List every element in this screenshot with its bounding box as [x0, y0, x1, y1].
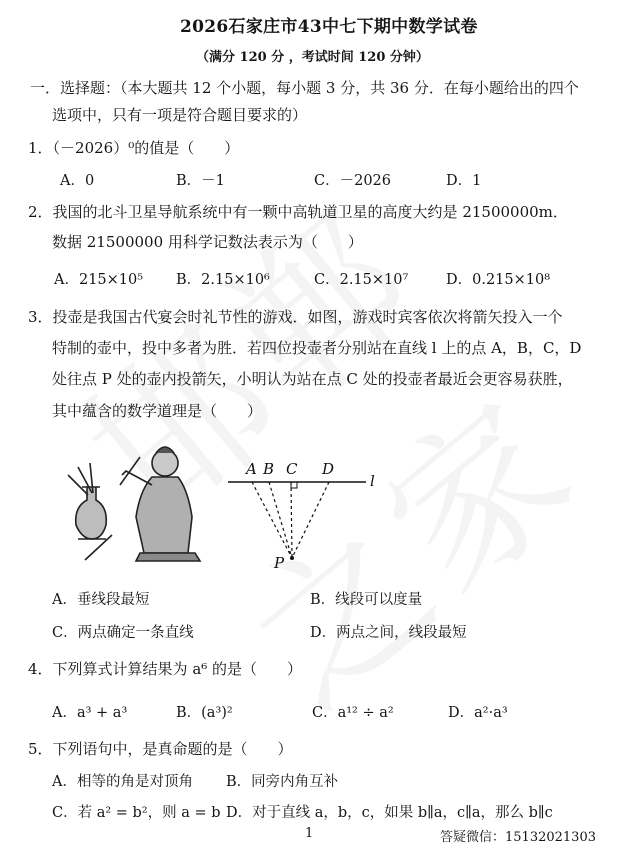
label-d: D — [322, 460, 335, 478]
question-1-option-b: B．－1 — [176, 173, 225, 189]
question-3-line4: 其中蕴含的数学道理是（ ） — [52, 402, 263, 420]
touhu-illustration — [60, 435, 210, 565]
question-3-line2: 特制的壶中，投中多者为胜．若四位投壶者分别站在直线 l 上的点 A，B，C，D — [52, 339, 582, 357]
question-3-line1: 3．投壶是我国古代宴会时礼节性的游戏．如图，游戏时宾客依次将箭矢投入一个 — [28, 308, 563, 326]
question-5-option-b: B．同旁内角互补 — [226, 774, 339, 790]
label-c: C — [286, 460, 298, 478]
question-2-line2: 数据 21500000 用科学记数法表示为（ ） — [52, 233, 363, 251]
question-1-option-d: D．1 — [446, 173, 482, 189]
question-2-option-d: D．0.215×10⁸ — [446, 272, 551, 288]
page-title: 2026石家庄市43中七下期中数学试卷 — [180, 17, 478, 37]
question-5-stem: 5．下列语句中，是真命题的是（ ） — [28, 740, 293, 758]
label-l: l — [370, 472, 375, 490]
page-subtitle: （满分 120 分 ，考试时间 120 分钟） — [196, 50, 429, 65]
question-2-option-b: B．2.15×10⁶ — [176, 272, 270, 288]
question-4-option-a: A．a³ + a³ — [52, 705, 128, 721]
question-2-option-a: A．215×10⁵ — [54, 272, 144, 288]
question-3-option-a: A．垂线段最短 — [52, 592, 150, 608]
label-p: P — [274, 554, 285, 572]
question-5-option-a: A．相等的角是对顶角 — [52, 774, 193, 790]
label-b: B — [263, 460, 275, 478]
question-3-option-b: B．线段可以度量 — [310, 592, 423, 608]
question-4-option-d: D．a²·a³ — [448, 705, 508, 721]
question-2-option-c: C．2.15×10⁷ — [314, 272, 409, 288]
question-3-option-c: C．两点确定一条直线 — [52, 625, 194, 641]
question-4-option-c: C．a¹² ÷ a² — [312, 705, 394, 721]
question-3-line3: 处往点 P 处的壶内投箭矢，小明认为站在点 C 处的投壶者最近会更容易获胜， — [52, 370, 573, 388]
section-heading-line2: 选项中，只有一项是符合题目要求的） — [52, 106, 308, 124]
question-2-line1: 2．我国的北斗卫星导航系统中有一颗中高轨道卫星的高度大约是 21500000m． — [28, 203, 568, 221]
contact-info: 答疑微信：15132021303 — [440, 830, 596, 845]
question-1-option-c: C．－2026 — [314, 173, 391, 189]
question-1-stem: 1．（－2026）⁰的值是（ ） — [28, 139, 240, 157]
section-heading-line1: 一．选择题：（本大题共 12 个小题，每小题 3 分，共 36 分．在每小题给出的四个 — [30, 79, 579, 97]
geometry-figure — [226, 452, 396, 572]
question-5-option-c: C．若 a² = b²，则 a = b — [52, 805, 221, 821]
page-number: 1 — [305, 826, 314, 841]
label-a: A — [246, 460, 257, 478]
question-1-option-a: A．0 — [60, 173, 95, 189]
question-4-option-b: B．(a³)² — [176, 705, 233, 721]
question-5-option-d: D．对于直线 a，b，c，如果 b∥a，c∥a，那么 b∥c — [226, 805, 553, 821]
question-4-stem: 4．下列算式计算结果为 a⁶ 的是（ ） — [28, 660, 303, 678]
question-3-option-d: D．两点之间，线段最短 — [310, 625, 467, 641]
